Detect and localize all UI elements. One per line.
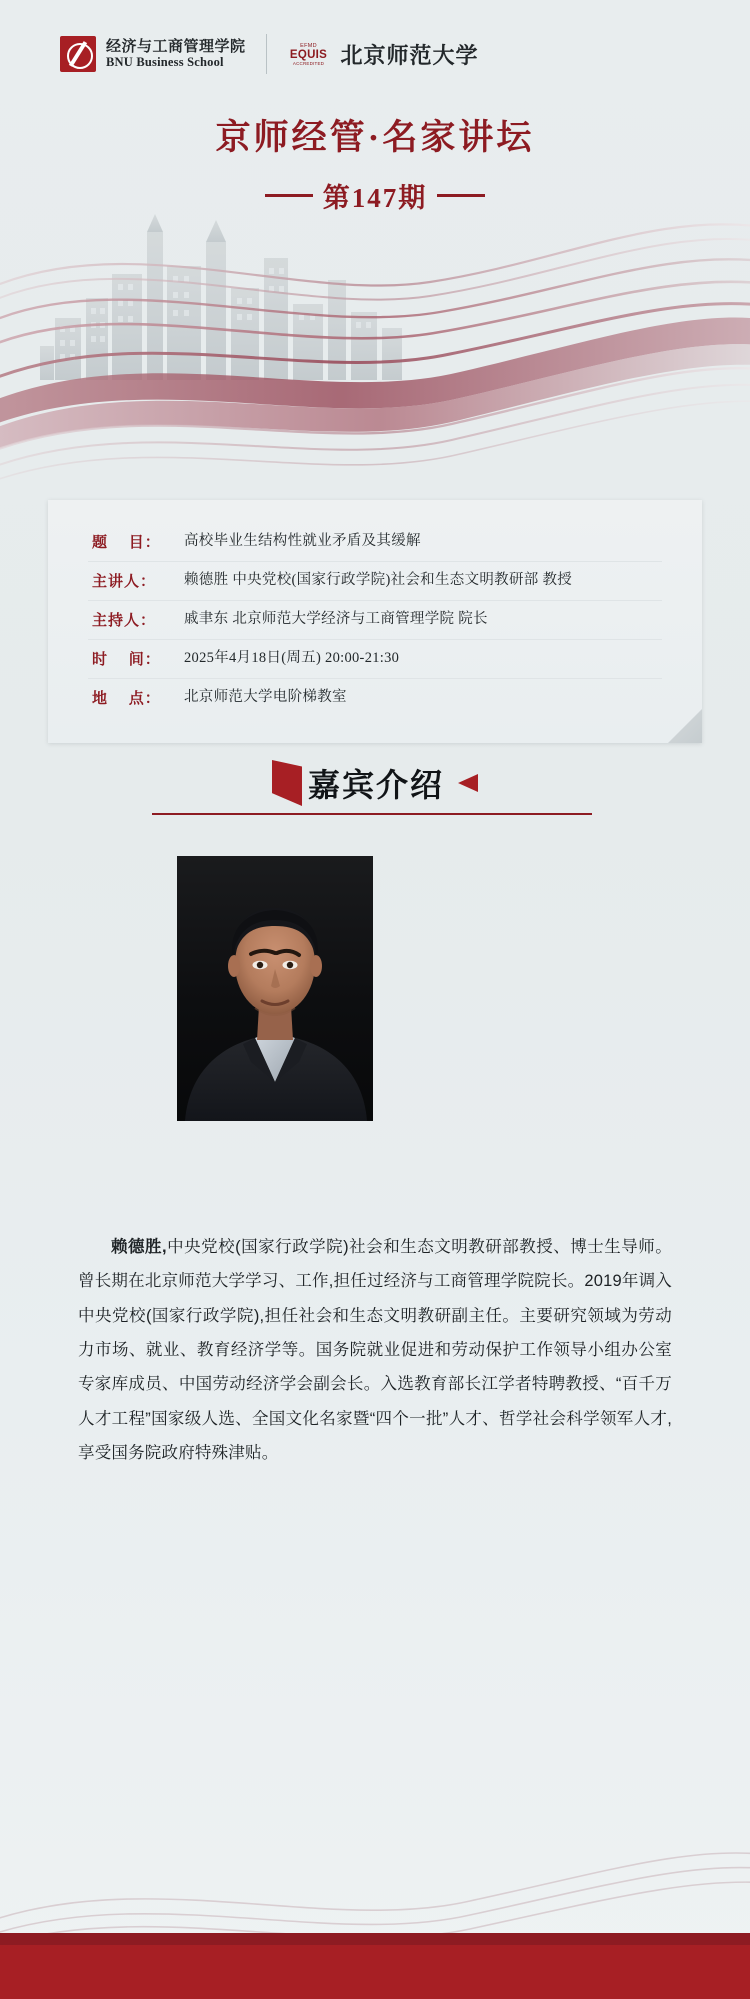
- speaker-biography: [78, 1230, 672, 1470]
- vertical-divider-icon: [266, 34, 267, 74]
- episode-label: 第147期: [322, 183, 428, 213]
- horizontal-rule-icon-left: [265, 194, 313, 197]
- header-logo-bar: [60, 34, 479, 74]
- guest-section-underline: [152, 813, 592, 815]
- info-value: 戚聿东 北京师范大学经济与工商管理学院 院长: [184, 611, 488, 627]
- page-title: 京师经管·名家讲坛: [215, 118, 535, 157]
- school-name-cn: 经济与工商管理学院: [106, 38, 246, 56]
- red-flag-icon: [272, 760, 302, 806]
- info-value: 2025年4月18日(周五) 20:00-21:30: [184, 650, 400, 666]
- equis-sub-label: ACCREDITED: [292, 60, 325, 66]
- info-label: 题 目：: [92, 535, 161, 551]
- info-value: 北京师范大学电阶梯教室: [184, 689, 347, 705]
- info-label: 主讲人：: [92, 574, 157, 590]
- info-row: [48, 678, 702, 717]
- equis-main-label: EQUIS: [289, 48, 328, 61]
- school-name-en: BNU Business School: [106, 55, 224, 70]
- info-row: [48, 600, 702, 639]
- horizontal-rule-icon-right: [437, 194, 485, 197]
- info-value: 赖德胜 中央党校(国家行政学院)社会和生态文明教研部 教授: [184, 572, 573, 588]
- bottom-brand-bar: [0, 1945, 750, 1999]
- decorative-skyline-waves: [0, 170, 750, 490]
- bottom-wave-decoration: [0, 1825, 750, 1945]
- university-name: 北京师范大学: [340, 42, 479, 68]
- speaker-name: 赖德胜,: [111, 1238, 167, 1256]
- info-label: 主持人：: [92, 613, 157, 629]
- red-triangle-icon: [458, 774, 478, 792]
- guest-section-header: [0, 760, 750, 806]
- info-value: 高校毕业生结构性就业矛盾及其缓解: [184, 533, 421, 549]
- speaker-bio-text: 中央党校(国家行政学院)社会和生态文明教研部教授、博士生导师。曾长期在北京师范大学学习、工作,担任过经济与工商管理学院院长。2019年调入中央党校(国家行政学院),担任社会和生态文明教研副主任。主要研究领域为劳动力市场、就业、教育经济学等。国务院就业促进和劳动保护工作领导小组办公室专家库成员、中国劳动经济学会副会长。入选教育部长江学者特聘教授、“百千万人才工程”国家级人选、全国文化名家暨“四个一批”人才、哲学社会科学领军人才,享受国务院政府特殊津贴。: [78, 1238, 672, 1462]
- info-row: [48, 561, 702, 600]
- guest-section-heading: 嘉宾介绍: [307, 767, 444, 803]
- equis-top-label: EFMD: [300, 42, 317, 49]
- event-info-card: [48, 500, 702, 743]
- info-label: 时 间：: [92, 652, 161, 668]
- equis-accreditation-logo: [287, 43, 331, 66]
- speaker-portrait-image: [177, 856, 373, 1121]
- bottom-accent-bar: [0, 1933, 750, 1945]
- info-row: [48, 522, 702, 561]
- title-block: [0, 110, 750, 215]
- info-label: 地 点：: [92, 691, 161, 707]
- info-row: [48, 639, 702, 678]
- episode-subtitle: [0, 176, 750, 215]
- business-school-logo-text: [106, 38, 246, 70]
- bnu-seal-icon: [60, 36, 96, 72]
